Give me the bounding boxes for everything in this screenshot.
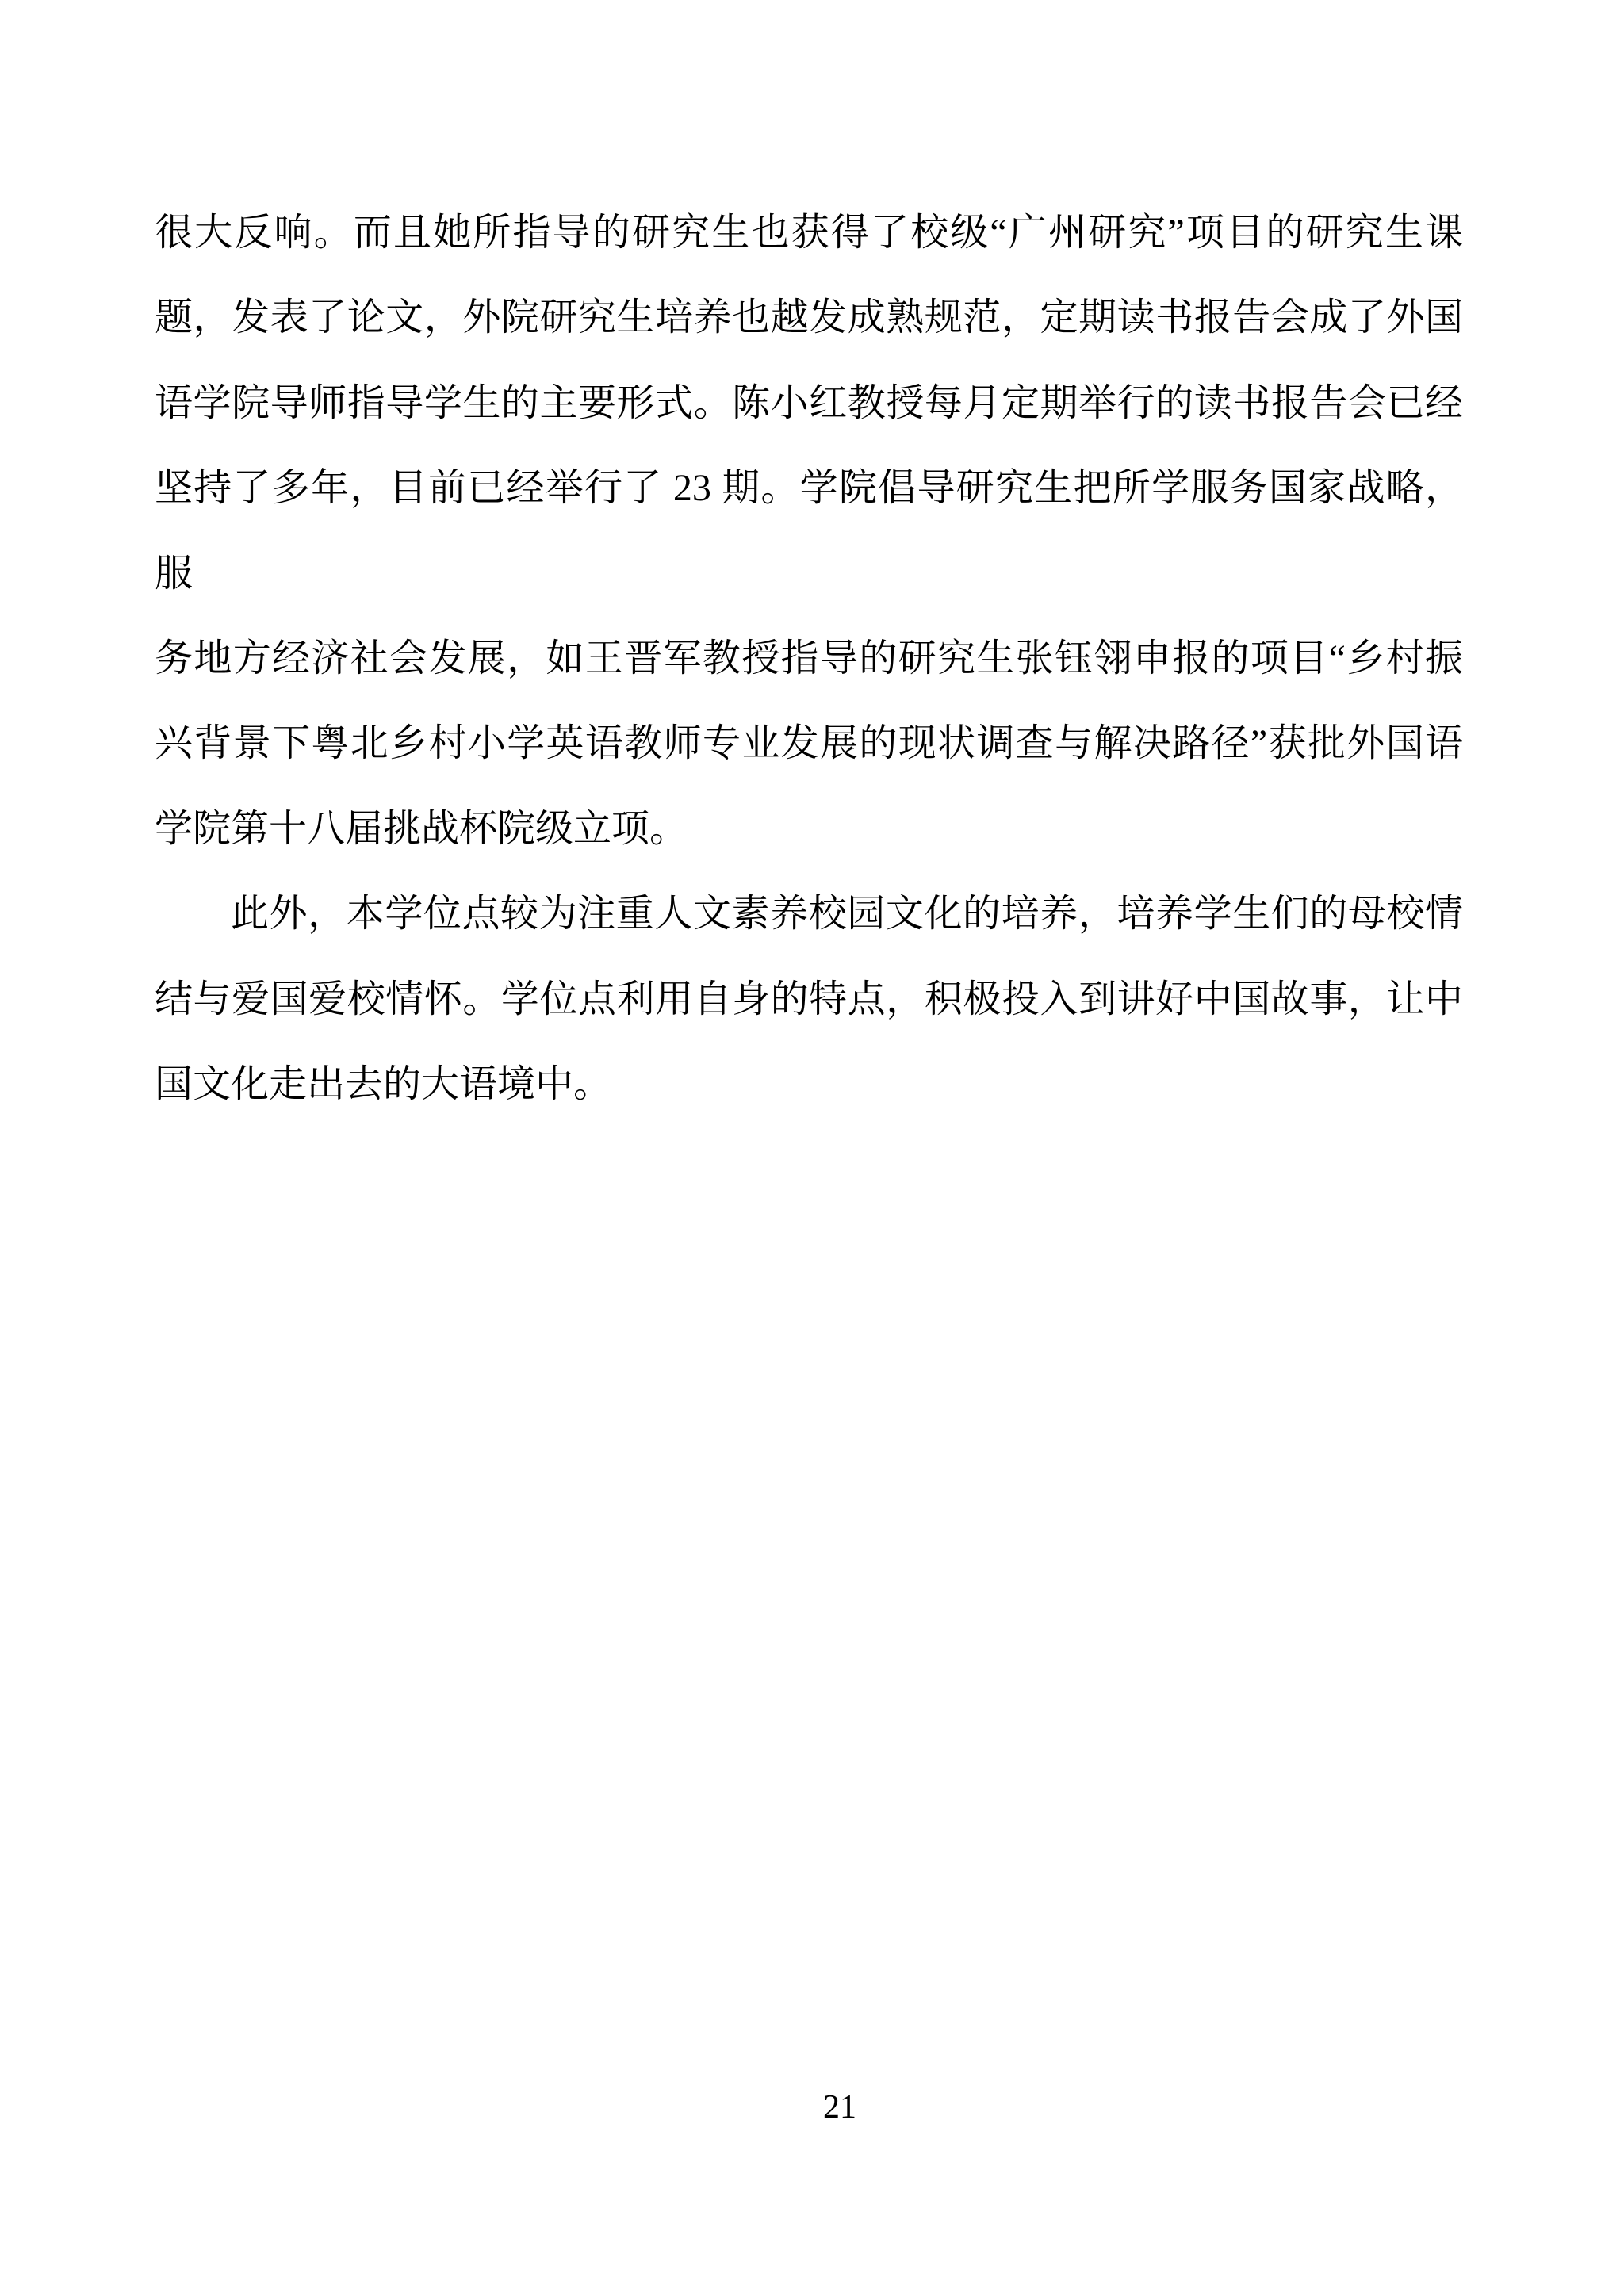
text-line: 语学院导师指导学生的主要形式。陈小红教授每月定期举行的读书报告会已经	[155, 381, 1463, 424]
text-line: 坚持了多年，目前已经举行了 23 期。学院倡导研究生把所学服务国家战略，服	[155, 467, 1463, 595]
text-line: 国文化走出去的大语境中。	[155, 1063, 612, 1106]
page-number: 21	[823, 2089, 856, 2126]
text-line: 此外，本学位点较为注重人文素养校园文化的培养，培养学生们的母校情	[231, 893, 1463, 936]
text-line: 题，发表了论文，外院研究生培养也越发成熟规范，定期读书报告会成了外国	[155, 297, 1463, 339]
text-line: 很大反响。而且她所指导的研究生也获得了校级“广州研究”项目的研究生课	[155, 212, 1463, 254]
text-line: 兴背景下粤北乡村小学英语教师专业发展的现状调查与解决路径”获批外国语	[155, 722, 1463, 765]
text-block	[155, 190, 1463, 1127]
text-line: 学院第十八届挑战杯院级立项。	[155, 807, 688, 850]
text-line: 务地方经济社会发展，如王晋军教授指导的研究生张钰翎申报的项目“乡村振	[155, 637, 1463, 680]
text-line: 结与爱国爱校情怀。学位点利用自身的特点，积极投入到讲好中国故事，让中	[155, 978, 1463, 1020]
